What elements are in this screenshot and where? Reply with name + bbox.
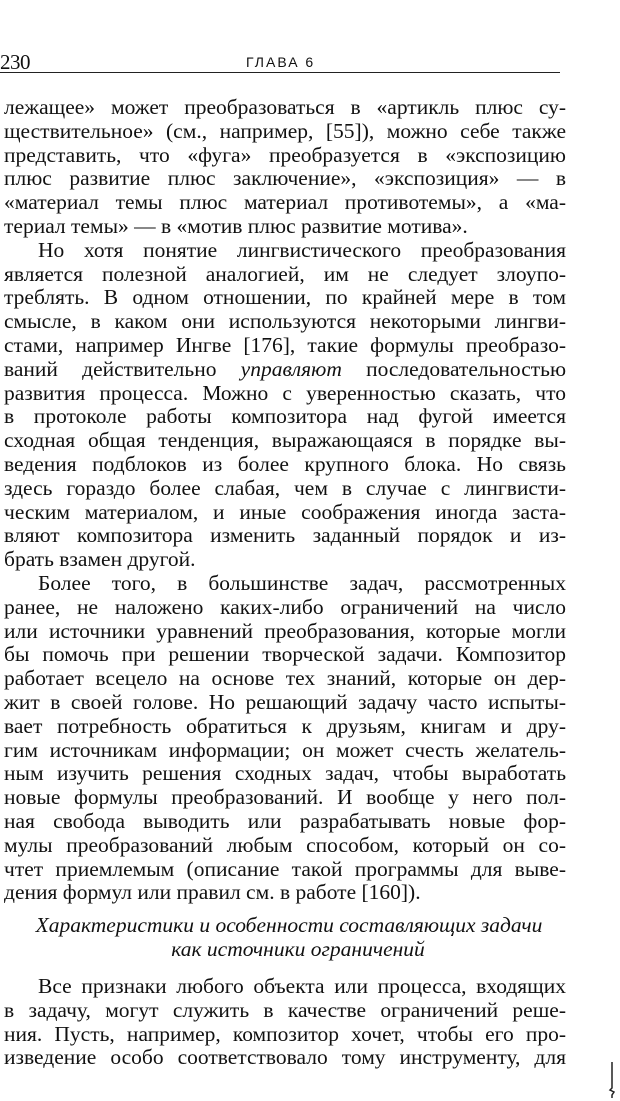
text-line: ранее, не наложено каких-либо ограничений на число <box>4 594 566 619</box>
text-line: гим источникам информации; он может счесть желатель- <box>4 737 566 762</box>
text-line: мулы преобразований любым способом, который он со- <box>4 832 566 857</box>
text-line: треблять. В одном отношении, по крайней мере в том <box>4 285 566 310</box>
section-heading-line-2: как источники ограничений <box>171 937 425 962</box>
text-line: в протоколе работы композитора над фугой имеется <box>4 404 566 429</box>
text-line: Более того, в большинстве задач, рассмотренных <box>38 570 566 595</box>
page-header <box>0 50 560 74</box>
text-line: вляют композитора изменить заданный порядок и из- <box>4 523 566 548</box>
scan-artifact-mark <box>608 1062 616 1098</box>
text-line: в задачу, могут служить в качестве ограничений реше- <box>4 997 566 1022</box>
text-line: «материал темы плюс материал противотемы», а «ма- <box>4 190 566 215</box>
text-line: ния. Пусть, например, композитор хочет, чтобы его про- <box>4 1021 566 1046</box>
text-line: ная свобода выводить или разрабатывать новые фор- <box>4 808 566 833</box>
header-rule <box>0 72 560 73</box>
text-line: развития процесса. Можно с уверенностью сказать, что <box>4 380 566 405</box>
text-line: плюс развитие плюс заключение», «экспозиция» — в <box>4 166 566 191</box>
text-line: ным изучить решения сходных задач, чтобы выработать <box>4 761 566 786</box>
text-line: брать взамен другой. <box>4 547 196 572</box>
text-line: изведение особо соответствовало тому инструменту, для <box>4 1045 566 1070</box>
text-line: лежащее» может преобразоваться в «артикль плюс су- <box>4 95 566 119</box>
text-line: стами, например Ингве [176], такие формулы преобразо- <box>4 332 566 357</box>
text-line: вает потребность обратиться к друзьям, книгам и дру- <box>4 713 566 738</box>
body-text <box>4 96 566 1070</box>
text-line: новые формулы преобразований. И вообще у него пол- <box>4 785 566 810</box>
text-line: смысле, в каком они используются некоторыми лингви- <box>4 309 566 334</box>
paragraph-3 <box>4 572 566 905</box>
text-line: ведения подблоков из более крупного блока. Но связь <box>4 451 566 476</box>
text-line: ществительное» (см., например, [55]), можно себе также <box>4 118 566 143</box>
text-line: работает всецело на основе тех знаний, которые он дер- <box>4 666 566 691</box>
section-heading-line-1: Характеристики и особенности составляющих задачи <box>35 913 543 938</box>
paragraph-4 <box>4 975 566 1070</box>
text-line: представить, что «фуга» преобразуется в «экспозицию <box>4 142 566 167</box>
section-heading <box>4 913 566 961</box>
text-line: Но хотя понятие лингвистического преобразования <box>38 237 566 262</box>
text-line: жит в своей голове. Но решающий задачу часто испыты- <box>4 689 566 714</box>
text-line: здесь гораздо более слабая, чем в случае с лингвисти- <box>4 475 566 500</box>
text-line: бы помочь при решении творческой задачи. Композитор <box>4 642 566 667</box>
page-number: 230 <box>0 50 30 74</box>
text-line: Все признаки любого объекта или процесса, входящих <box>38 974 566 999</box>
text-line: дения формул или правил см. в работе [160]). <box>4 880 421 905</box>
paragraph-2 <box>4 239 566 572</box>
text-line: является полезной аналогией, им не следует злоупо- <box>4 261 566 286</box>
emphasized-word: управляют <box>240 356 342 381</box>
text-line: сходная общая тенденция, выражающаяся в порядке вы- <box>4 428 566 453</box>
text-line: ческим материалом, и иные соображения иногда заста- <box>4 499 566 524</box>
text-line: ваний действительно управляют последовательностью <box>4 356 567 381</box>
paragraph-1 <box>4 96 566 239</box>
running-title: ГЛАВА 6 <box>246 54 316 70</box>
text-line: териал темы» — в «мотив плюс развитие мотива». <box>4 213 468 238</box>
text-line: чтет приемлемым (описание такой программы для выве- <box>4 856 566 881</box>
text-line: или источники уравнений преобразования, которые могли <box>4 618 566 643</box>
